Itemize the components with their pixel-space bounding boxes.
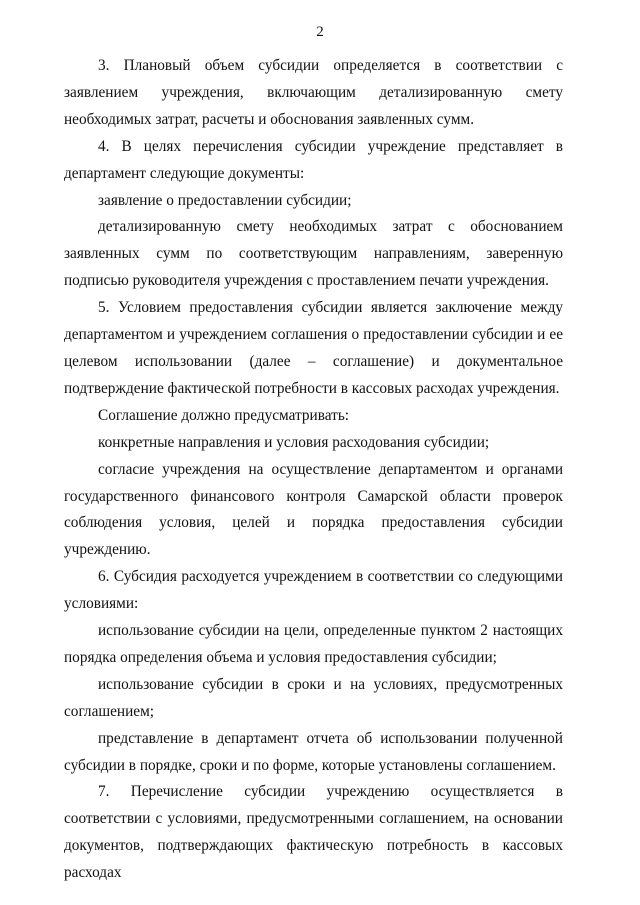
list-item-directions: конкретные направления и условия расходования субсидии;: [98, 433, 490, 451]
list-item-report: представление в департамент отчета об использовании полученной субсидии в порядке, сроки и по форме, которые установлены соглашением.: [64, 729, 563, 774]
document-body: [64, 53, 563, 887]
paragraph-3: 3. Плановый объем субсидии определяется в соответствии с заявлением учреждения, включающим детализированную смету необходимых затрат, расчеты и обоснования заявленных сумм.: [64, 57, 563, 128]
paragraph-5: 5. Условием предоставления субсидии является заключение между департаментом и учреждением соглашения о предоставлении субсидии и ее целевом использовании (далее – соглашение) и документальное подтверждение фактической потребности в кассовых расходах учреждения.: [64, 299, 563, 397]
list-item-application: заявление о предоставлении субсидии;: [98, 191, 352, 209]
agreement-intro: Соглашение должно предусматривать:: [98, 406, 350, 424]
list-item-usage-terms: использование субсидии в сроки и на условиях, предусмотренных соглашением;: [64, 675, 563, 720]
paragraph-7: 7. Перечисление субсидии учреждению осуществляется в соответствии с условиями, предусмотренными соглашением, на основании документов, подтверждающих фактическую потребность в кассовых расходах: [64, 783, 563, 882]
list-item-usage-purpose: использование субсидии на цели, определенные пунктом 2 настоящих порядка определения объема и условия предоставления субсидии;: [64, 622, 563, 666]
list-item-consent: согласие учреждения на осуществление департаментом и органами государственного финансового контроля Самарской области проверок соблюдения условия, целей и порядка предоставления субсидии учреждению.: [64, 460, 563, 559]
paragraph-4: 4. В целях перечисления субсидии учреждение представляет в департамент следующие документы:: [64, 137, 563, 182]
list-item-estimate: детализированную смету необходимых затрат с обоснованием заявленных сумм по соответствующим направлениям, заверенную подписью руководителя учреждения с проставлением печати учреждения.: [64, 218, 563, 290]
page-number: 2: [316, 24, 324, 40]
paragraph-6: 6. Субсидия расходуется учреждением в соответствии со следующими условиями:: [64, 568, 563, 613]
